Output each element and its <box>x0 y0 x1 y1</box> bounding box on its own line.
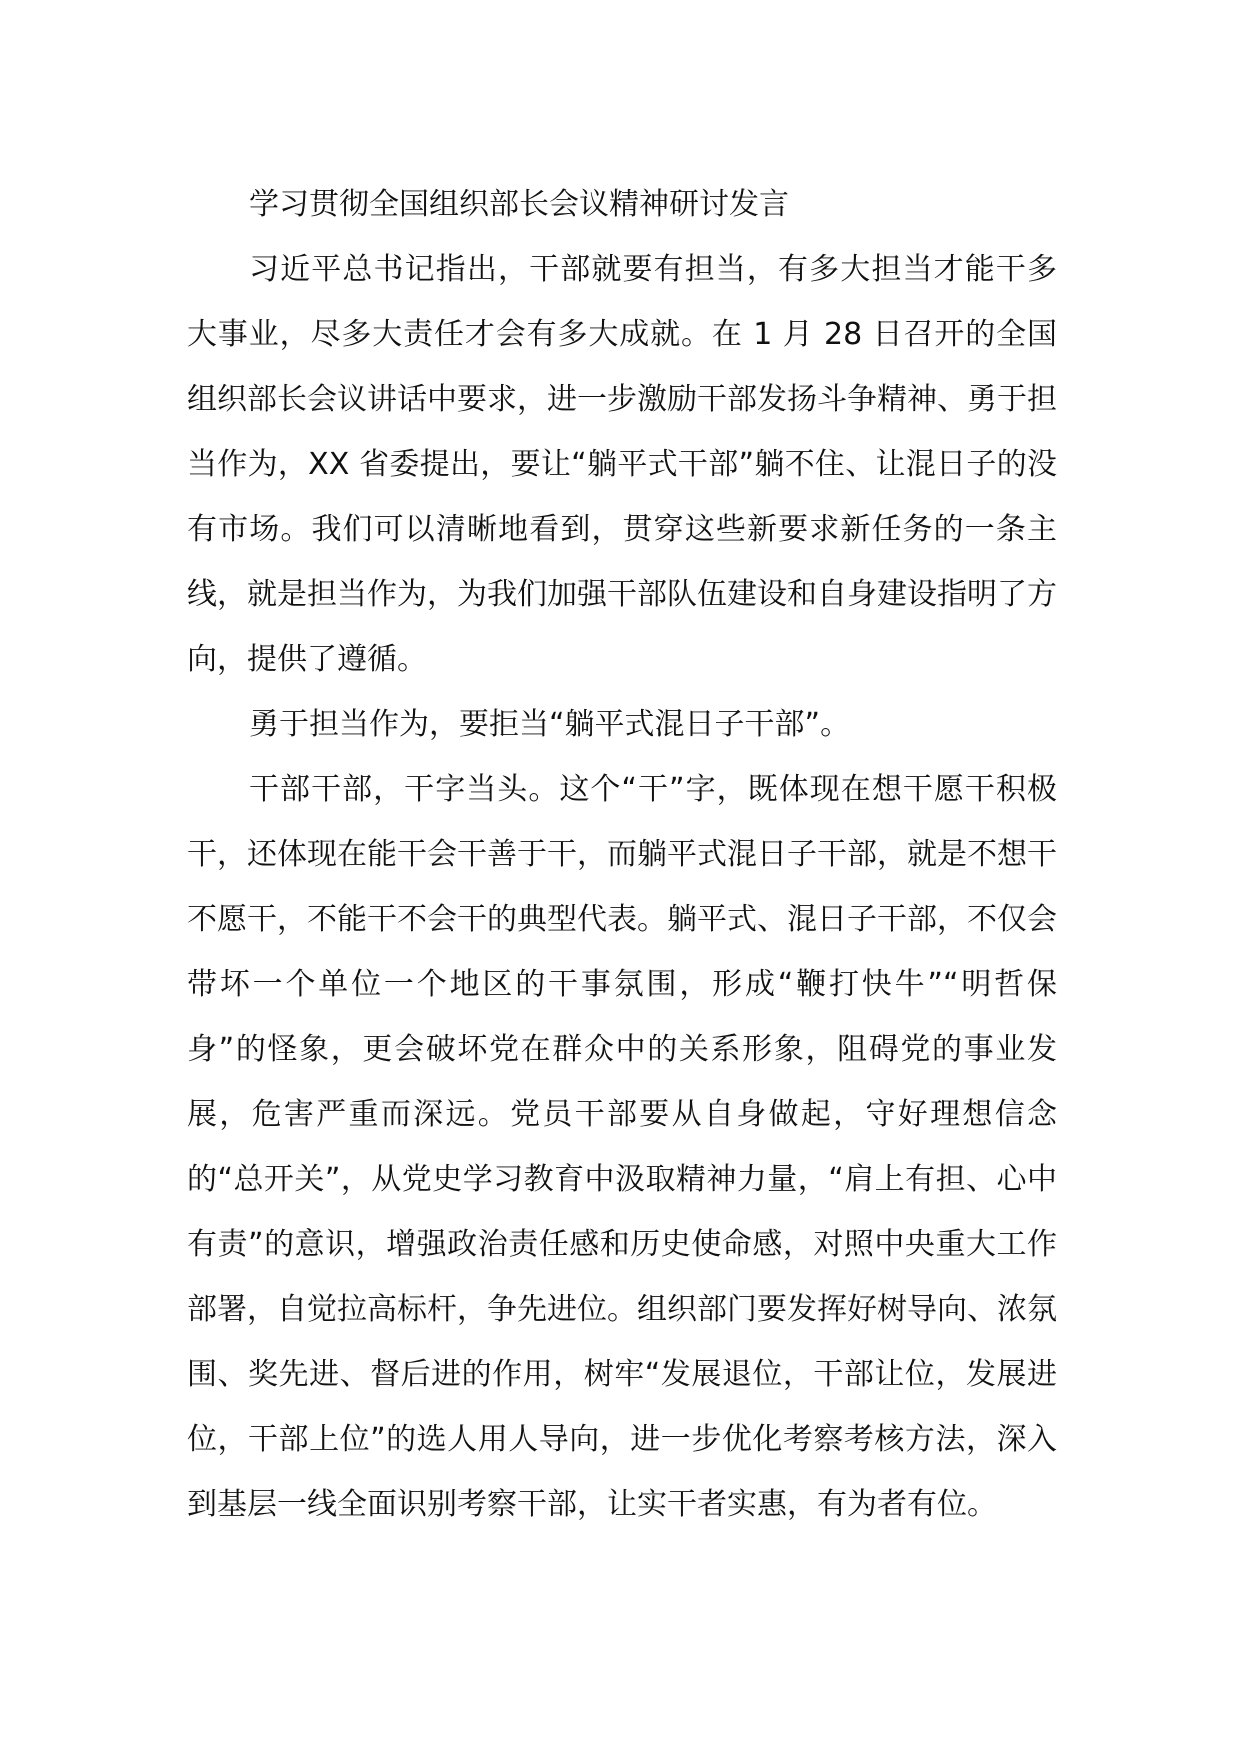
paragraph: 习近平总书记指出，干部就要有担当，有多大担当才能干多大事业，尽多大责任才会有多大成就。在 1 月 28 日召开的全国组织部长会议讲话中要求，进一步激励干部发扬斗争精神、勇于担当作为，XX 省委提出，要让“躺平式干部”躺不住、让混日子的没有市场。我们可以清晰地看到，贯穿这些新要求新任务的一条主线，就是担当作为，为我们加强干部队伍建设和自身建设指明了方向，提供了遵循。 <box>187 252 1057 677</box>
paragraph: 勇于担当作为，要拒当“躺平式混日子干部”。 <box>249 707 851 742</box>
document-title: 学习贯彻全国组织部长会议精神研讨发言 <box>249 187 789 222</box>
document-body <box>187 172 1057 1537</box>
paragraph: 干部干部，干字当头。这个“干”字，既体现在想干愿干积极干，还体现在能干会干善于干，而躺平式混日子干部，就是不想干不愿干，不能干不会干的典型代表。躺平式、混日子干部，不仅会带坏一个单位一个地区的干事氛围，形成“鞭打快牛”“明哲保身”的怪象，更会破坏党在群众中的关系形象，阻碍党的事业发展，危害严重而深远。党员干部要从自身做起，守好理想信念的“总开关”，从党史学习教育中汲取精神力量，“肩上有担、心中有责”的意识，增强政治责任感和历史使命感，对照中央重大工作部署，自觉拉高标杆，争先进位。组织部门要发挥好树导向、浓氛围、奖先进、督后进的作用，树牢“发展退位，干部让位，发展进位，干部上位”的选人用人导向，进一步优化考察考核方法，深入到基层一线全面识别考察干部，让实干者实惠，有为者有位。 <box>187 772 1057 1522</box>
